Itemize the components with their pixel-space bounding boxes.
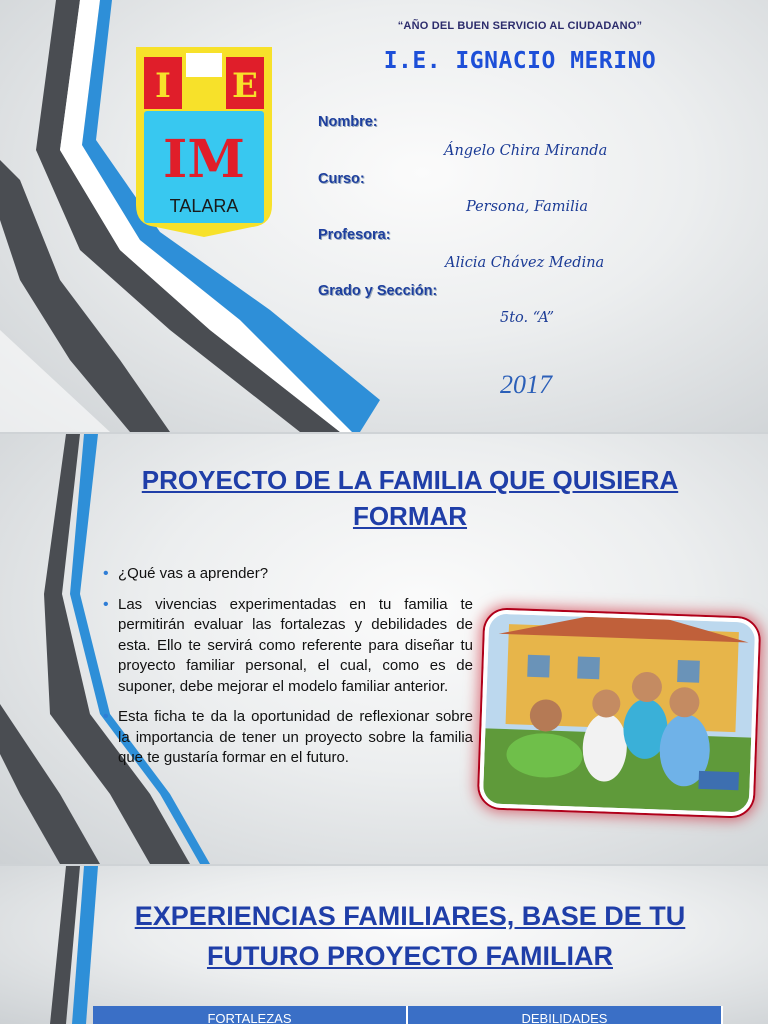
- bullet-list: [103, 564, 473, 779]
- grade-label: Grado y Sección:: [318, 283, 438, 299]
- teacher-label: Profesora:: [318, 227, 391, 243]
- header-strengths: FORTALEZAS: [93, 1006, 408, 1024]
- slide-family-project: [0, 434, 768, 864]
- svg-text:IM: IM: [163, 129, 245, 190]
- svg-text:E: E: [232, 66, 258, 106]
- motto-text: “AÑO DEL BUEN SERVICIO AL CIUDADANO”: [397, 20, 643, 32]
- year-text: 2017: [500, 370, 552, 399]
- svg-text:I: I: [155, 66, 171, 106]
- strengths-weaknesses-table: [93, 1006, 723, 1024]
- family-photo: [479, 609, 760, 816]
- school-logo: [134, 45, 274, 240]
- bullet-item: • Las vivencias experimentadas en tu familia te permitirán evaluar las fortalezas y debilidades de esta. Ello te servirá como referente para diseñar tu proyecto familiar personal, el cual, como es de suponer, debe mejorar el modelo familiar anterior.: [103, 595, 473, 698]
- name-value: Ángelo Chira Miranda: [444, 143, 608, 159]
- svg-text:TALARA: TALARA: [169, 196, 239, 216]
- bullet-item: • Esta ficha te da la oportunidad de reflexionar sobre la importancia de tener un proyecto sobre la familia que te gustaría formar en el futuro.: [103, 707, 473, 769]
- slide-title: EXPERIENCIAS FAMILIARES, BASE DE TU FUTURO PROYECTO FAMILIAR: [134, 901, 686, 971]
- grade-value: 5to. “A”: [500, 310, 555, 326]
- bullet-item: • ¿Qué vas a aprender?: [103, 564, 473, 585]
- name-label: Nombre:: [318, 114, 378, 130]
- teacher-value: Alicia Chávez Medina: [445, 255, 605, 271]
- slide-family-experiences: [0, 866, 768, 1024]
- course-label: Curso:: [318, 171, 365, 187]
- course-value: Persona, Familia: [466, 199, 589, 215]
- school-name: I.E. IGNACIO MERINO: [383, 48, 657, 74]
- header-weaknesses: DEBILIDADES: [408, 1006, 723, 1024]
- slide-title: PROYECTO DE LA FAMILIA QUE QUISIERA FORMAR: [141, 465, 679, 531]
- slide-cover: [0, 0, 768, 432]
